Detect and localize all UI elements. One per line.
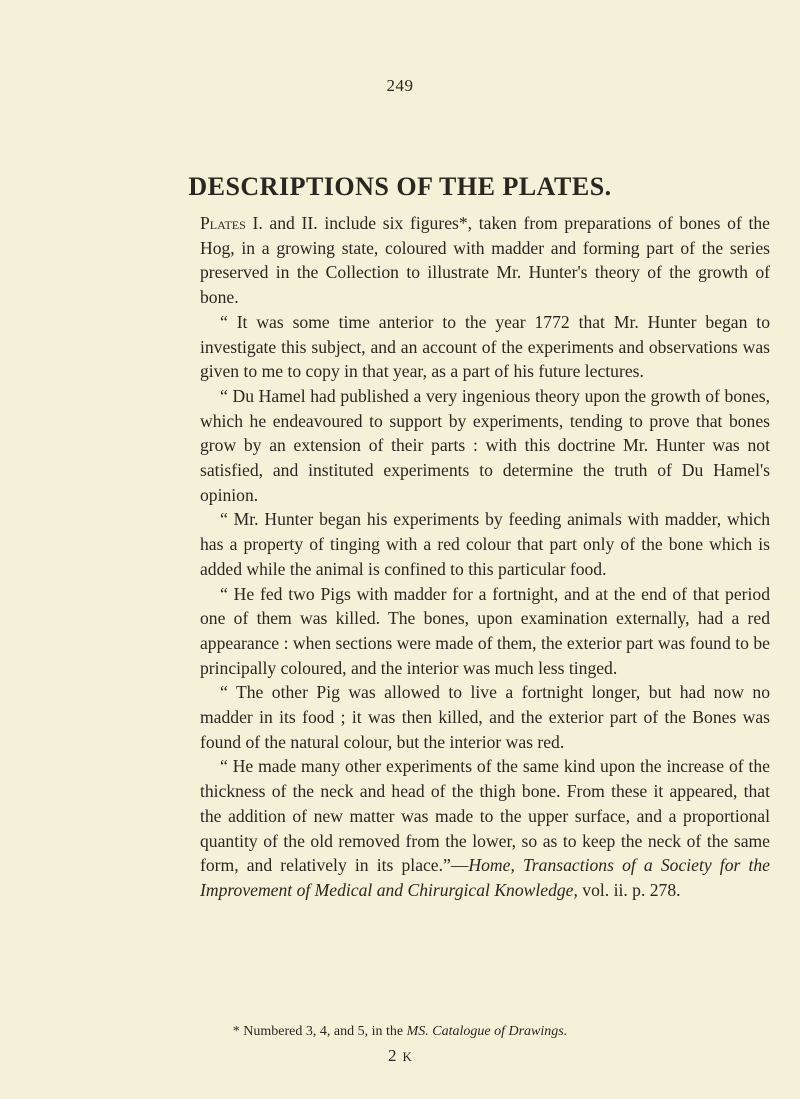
footnote-italic: MS. Catalogue of Drawings.	[406, 1024, 568, 1039]
footnote-prefix: * Numbered 3, 4, and 5, in the	[232, 1024, 407, 1039]
paragraph-7	[200, 754, 770, 902]
page-heading: DESCRIPTIONS OF THE PLATES.	[188, 172, 612, 201]
signature-letter: K	[402, 1049, 412, 1064]
citation-title: Home, Transactions of a Society for the Improvement of Medical and Chirurgical Knowledge,	[200, 855, 770, 900]
paragraph-6: “ The other Pig was allowed to live a fortnight longer, but had now no madder in its food ; it was then killed, and the exterior part of the Bones was found of the natural colour, but the interior was red.	[200, 682, 770, 752]
paragraph-4: “ Mr. Hunter began his experiments by feeding animals with madder, which has a property of tinging with a red colour that part only of the bone which is added while the animal is confined to this particular food.	[200, 509, 770, 579]
citation-volume: vol. ii. p. 278.	[577, 879, 681, 900]
paragraph-3: “ Du Hamel had published a very ingenious theory upon the growth of bones, which he endeavoured to support by experiments, tending to prove that bones grow by an extension of their parts : with this doctrine Mr. Hunter was not satisfied, and instituted experiments to determine the truth of Du Hamel's opinion.	[200, 385, 770, 505]
signature-number: 2	[388, 1046, 397, 1065]
paragraph-5: “ He fed two Pigs with madder for a fortnight, and at the end of that period one of them was killed. The bones, upon examination externally, had a red appearance : when sections were made of them, the exterior part was found to be principally coloured, and the interior was much less tinged.	[200, 583, 770, 678]
paragraph-7-text: “ He made many other experiments of the same kind upon the increase of the thickness of the neck and head of the thigh bone. From these it appeared, that the addition of new matter was made to the upper surface, and a proportional quantity of the old removed from the lower, so as to keep the neck of the same form, and relatively in its place.”—	[200, 756, 770, 876]
paragraph-1	[200, 211, 770, 310]
signature-mark	[0, 1046, 800, 1066]
body-text	[200, 211, 770, 903]
paragraph-1-lead: Plates	[200, 213, 246, 233]
paragraph-1-text: I. and II. include six figures*, taken from preparations of bones of the Hog, in a growing state, coloured with madder and forming part of the series preserved in the Collection to illustrate Mr. Hunter's theory of the growth of bone.	[200, 213, 770, 308]
paragraph-2: “ It was some time anterior to the year 1772 that Mr. Hunter began to investigate this subject, and an account of the experiments and observations was given to me to copy in that year, as a part of his future lectures.	[200, 311, 770, 382]
page-number: 249	[386, 76, 414, 95]
footnote	[0, 1024, 800, 1040]
